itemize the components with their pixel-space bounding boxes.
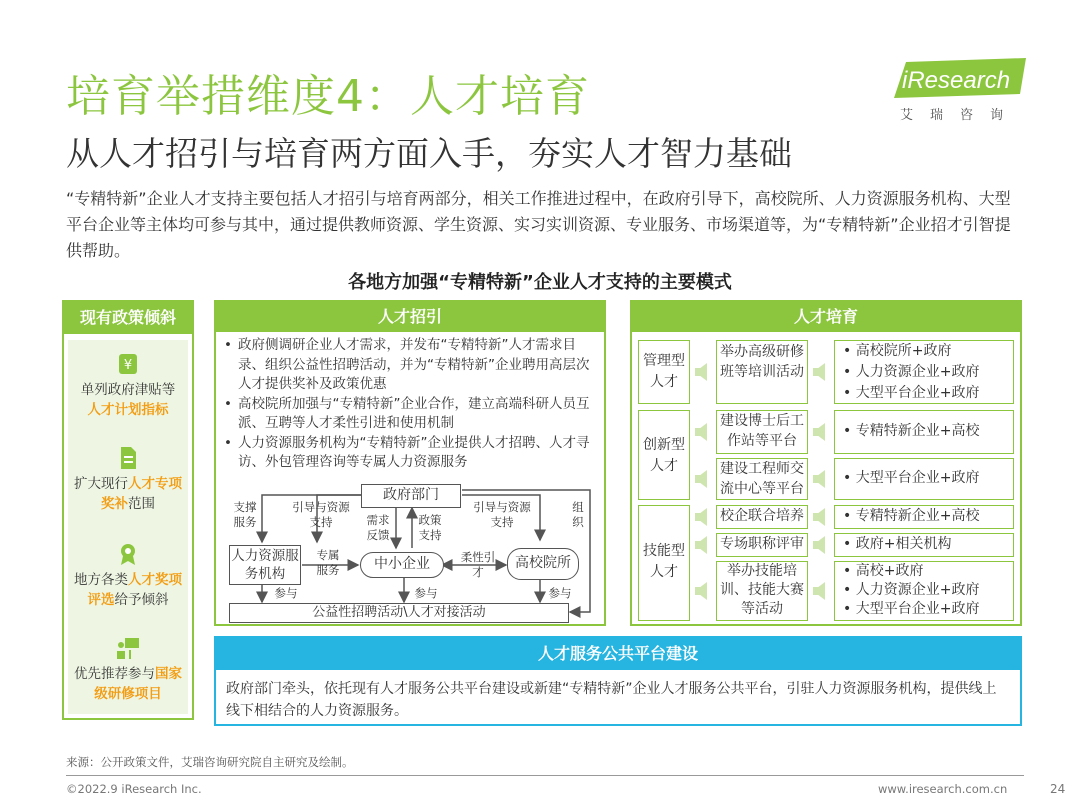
training-method: 专场职称评审 (716, 533, 808, 557)
arrow-left-icon (813, 508, 825, 526)
recruit-bullet: • 政府侧调研企业人才需求，并发布“专精特新”人才需求目录、组织公益性招聘活动，并为“专精特新”企业聘用高层次人才提供奖补及政策优惠 (224, 336, 596, 395)
training-partners: • 专精特新企业+高校 (834, 505, 1014, 529)
arrow-left-icon (695, 423, 707, 441)
talent-type-skill: 技能型人才 (638, 505, 690, 621)
flow-label: 政策支持 (418, 513, 442, 542)
training-header: 人才培育 (632, 302, 1020, 332)
footer-divider (66, 775, 1024, 776)
arrow-left-icon (695, 508, 707, 526)
flow-node-sme: 中小企业 (360, 552, 444, 578)
training-partners: • 专精特新企业+高校 (834, 410, 1014, 454)
logo-wordmark: iResearch (902, 67, 1011, 94)
page-subtitle: 从人才招引与培育两方面入手，夯实人才智力基础 (66, 134, 792, 173)
flow-label: 组织 (572, 500, 584, 529)
platform-panel (214, 636, 1022, 726)
arrow-left-icon (813, 582, 825, 600)
flow-label: 参与 (274, 586, 298, 600)
flow-node-university: 高校院所 (507, 548, 579, 580)
flow-node-hr-agency: 人力资源服务机构 (229, 545, 301, 585)
policy-item: ¥ 单列政府津贴等 人才计划指标 (68, 352, 188, 420)
arrow-left-icon (813, 363, 825, 381)
policy-item: 优先推荐参与国家级研修项目 (68, 636, 188, 704)
training-partners: • 政府+相关机构 (834, 533, 1014, 557)
policy-header: 现有政策倾斜 (64, 302, 192, 334)
training-method: 建设博士后工作站等平台 (716, 410, 808, 454)
policy-item: 地方各类人才奖项评选给予倾斜 (68, 542, 188, 610)
svg-text:¥: ¥ (123, 358, 133, 373)
arrow-left-icon (695, 363, 707, 381)
flow-label: 引导与资源支持 (292, 500, 350, 529)
arrow-left-icon (695, 536, 707, 554)
arrow-left-icon (695, 470, 707, 488)
logo-subtext: 艾瑞咨询 (900, 108, 1021, 123)
training-partners: • 高校院所+政府 • 人力资源企业+政府 • 大型平台企业+政府 (834, 340, 1014, 404)
flow-node-recruit-event: 公益性招聘活动\人才对接活动 (229, 603, 569, 623)
training-method: 校企联合培养 (716, 505, 808, 529)
training-method: 举办技能培训、技能大赛等活动 (716, 561, 808, 621)
flow-label: 参与 (414, 586, 438, 600)
talent-type-innovation: 创新型人才 (638, 410, 690, 500)
arrow-left-icon (813, 423, 825, 441)
source-note: 来源：公开政策文件，艾瑞咨询研究院自主研究及绘制。 (66, 755, 354, 769)
platform-header: 人才服务公共平台建设 (216, 638, 1020, 670)
training-partners: • 大型平台企业+政府 (834, 458, 1014, 500)
arrow-left-icon (695, 582, 707, 600)
platform-body: 政府部门牵头，依托现有人才服务公共平台建设或新建“专精特新”企业人才服务公共平台，引驻人力资源服务机构，提供线上线下相结合的人力资源服务。 (226, 681, 997, 719)
flow-label: 参与 (548, 586, 572, 600)
flow-label: 柔性引才 (460, 550, 496, 579)
flow-node-government: 政府部门 (361, 484, 461, 508)
recruit-bullet: • 人力资源服务机构为“专精特新”企业提供人才招聘、人才寻访、外包管理咨询等专属人力资源服务 (224, 434, 596, 473)
page-title: 培育举措维度4：人才培育 (66, 71, 590, 122)
recruit-header: 人才招引 (216, 302, 604, 332)
training-partners: • 高校+政府 • 人力资源企业+政府 • 大型平台企业+政府 (834, 561, 1014, 621)
flow-label: 支撑服务 (233, 500, 257, 529)
intro-paragraph: “专精特新”企业人才支持主要包括人才招引与培育两部分，相关工作推进过程中，在政府引导下，高校院所、人力资源服务机构、大型平台企业等主体均可参与其中，通过提供教师资源、学生资源、实习实训资源、专业服务、市场渠道等，为“专精特新”企业招才引智提供帮助。 (66, 189, 1011, 260)
copyright: ©2022.9 iResearch Inc. (66, 782, 202, 796)
arrow-left-icon (813, 470, 825, 488)
website-link[interactable]: www.iresearch.com.cn (878, 782, 1008, 796)
flow-label: 引导与资源支持 (473, 500, 531, 529)
recruit-bullet: • 高校院所加强与“专精特新”企业合作，建立高端科研人员互派、互聘等人才柔性引进和使用机制 (224, 395, 596, 434)
training-method: 建设工程师交流中心等平台 (716, 458, 808, 500)
talent-type-management: 管理型人才 (638, 340, 690, 404)
policy-item: 扩大现行人才专项奖补范围 (68, 446, 188, 514)
arrow-left-icon (813, 536, 825, 554)
page-number: 24 (1050, 782, 1066, 796)
training-method: 举办高级研修班等培训活动 (716, 340, 808, 404)
flow-label: 专属服务 (316, 548, 340, 577)
flow-label: 需求反馈 (366, 513, 390, 542)
diagram-title: 各地方加强“专精特新”企业人才支持的主要模式 (348, 272, 732, 293)
